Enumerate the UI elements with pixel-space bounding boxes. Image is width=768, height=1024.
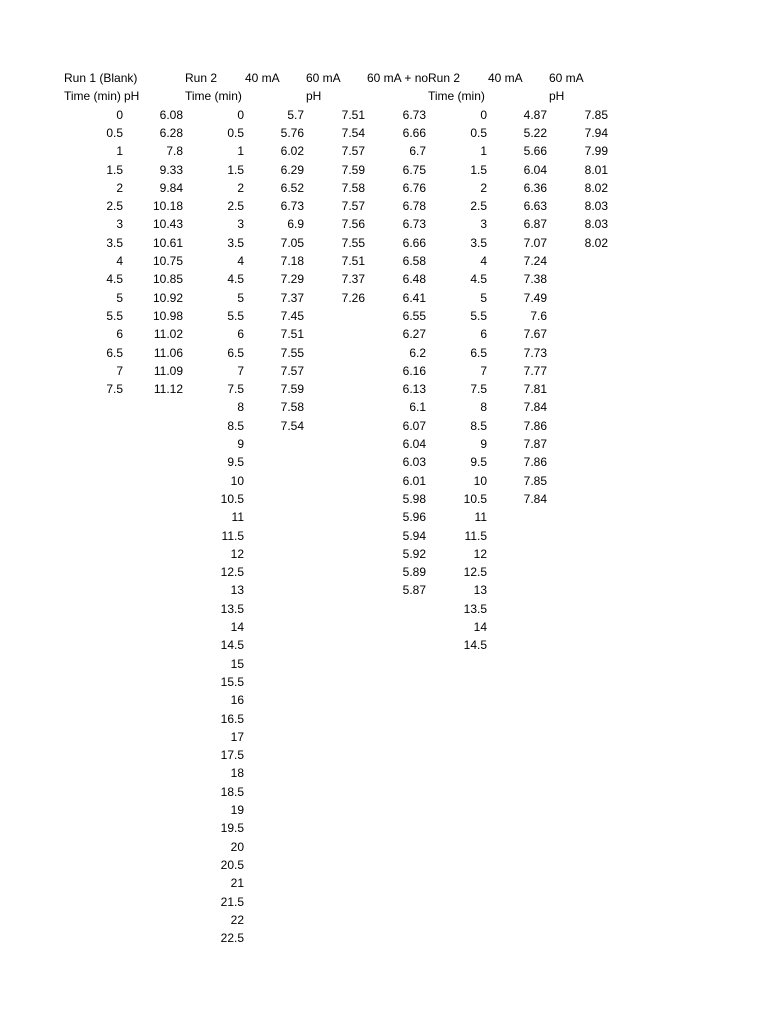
data-cell: 7.5 — [470, 382, 487, 397]
data-cell: 5.89 — [402, 565, 426, 580]
data-cell: 7 — [116, 363, 123, 378]
data-cell: 9.5 — [470, 455, 487, 470]
data-cell: 3 — [116, 217, 123, 232]
data-cell: 10.85 — [152, 272, 183, 287]
data-cell: 6.78 — [402, 199, 426, 214]
data-cell: 10 — [473, 473, 487, 488]
data-cell: 6.58 — [402, 254, 426, 268]
data-cell: 7.81 — [523, 382, 547, 397]
data-cell: 4 — [237, 254, 244, 268]
data-cell: 6.28 — [159, 125, 183, 140]
data-cell: 7.58 — [341, 180, 365, 195]
data-cell: 3.5 — [106, 235, 123, 250]
header-cell: 40 mA — [245, 71, 280, 85]
data-cell: 5.5 — [470, 308, 487, 323]
data-cell: 10.18 — [152, 199, 183, 214]
data-cell: 9 — [480, 437, 487, 451]
data-cell: 16.5 — [220, 711, 244, 726]
data-cell: 6.75 — [402, 162, 426, 177]
data-cell: 7.84 — [523, 400, 547, 415]
data-cell: 6.48 — [402, 272, 426, 287]
data-cell: 6.2 — [409, 345, 426, 360]
data-cell: 8.03 — [584, 199, 608, 214]
data-cell: 7.8 — [166, 144, 183, 159]
data-cell: 8.03 — [584, 217, 608, 232]
data-cell: 6.87 — [523, 217, 547, 232]
data-cell: 10.61 — [152, 235, 183, 250]
data-cell: 15 — [230, 656, 244, 671]
data-cell: 6.7 — [409, 144, 426, 159]
data-cell: 5.76 — [280, 125, 304, 140]
data-cell: 20.5 — [220, 857, 244, 872]
data-cell: 7.86 — [523, 418, 547, 433]
data-cell: 7.5 — [227, 382, 244, 397]
data-cell: 1 — [116, 144, 123, 159]
data-cell: 18 — [230, 766, 244, 781]
data-cell: 6.03 — [402, 455, 426, 470]
data-cell: 4.5 — [470, 272, 487, 287]
data-cell: 7.07 — [523, 235, 547, 250]
data-cell: 6.5 — [227, 345, 244, 360]
data-cell: 7 — [237, 363, 244, 378]
data-cell: 5.7 — [287, 107, 304, 122]
data-cell: 7.85 — [523, 473, 547, 488]
data-cell: 6.36 — [523, 180, 547, 195]
data-cell: 6.9 — [287, 217, 304, 232]
data-cell: 0 — [480, 107, 487, 122]
data-cell: 7.37 — [341, 272, 365, 287]
data-cell: 2.5 — [106, 199, 123, 214]
header-cell: 60 mA — [549, 71, 584, 85]
data-cell: 6.04 — [523, 162, 547, 177]
data-cell: 6.52 — [280, 180, 304, 195]
data-cell: 6.66 — [402, 125, 426, 140]
data-cell: 6.41 — [402, 290, 426, 305]
data-cell: 18.5 — [220, 784, 244, 799]
data-cell: 7.94 — [584, 125, 608, 140]
data-cell: 7.29 — [280, 272, 304, 287]
data-cell: 8.02 — [584, 235, 608, 250]
data-cell: 5 — [116, 290, 123, 305]
data-cell: 22 — [230, 912, 244, 927]
data-cell: 5.66 — [523, 144, 547, 159]
data-cell: 22.5 — [220, 931, 244, 946]
data-cell: 7.77 — [523, 363, 547, 378]
data-cell: 12 — [230, 546, 244, 561]
data-cell: 7.99 — [584, 144, 608, 159]
data-cell: 13.5 — [220, 601, 244, 616]
data-cell: 0 — [237, 107, 244, 122]
data-cell: 11 — [474, 510, 487, 525]
data-cell: 11.5 — [464, 528, 487, 543]
data-cell: 0.5 — [106, 125, 123, 140]
data-cell: 1.5 — [470, 162, 487, 177]
data-cell: 14 — [473, 620, 487, 634]
data-cell: 12 — [473, 546, 487, 561]
data-cell: 17.5 — [220, 748, 244, 763]
data-cell: 6.73 — [402, 217, 426, 232]
data-cell: 21.5 — [220, 894, 244, 909]
data-cell: 2 — [116, 180, 123, 195]
data-cell: 21 — [230, 876, 244, 891]
data-cell: 5.98 — [402, 491, 426, 506]
data-cell: 9.84 — [159, 180, 183, 195]
data-cell: 0.5 — [470, 125, 487, 140]
data-cell: 6.5 — [106, 345, 123, 360]
data-cell: 3.5 — [227, 235, 244, 250]
data-cell: 7.84 — [523, 491, 547, 506]
data-cell: 10.5 — [463, 491, 487, 506]
data-cell: 12.5 — [463, 565, 487, 580]
data-cell: 6.1 — [409, 400, 426, 415]
data-cell: 14.5 — [463, 638, 487, 653]
data-cell: 5.87 — [402, 583, 426, 598]
data-cell: 7.86 — [523, 455, 547, 470]
data-cell: 6.16 — [402, 363, 426, 378]
data-cell: 6.29 — [280, 162, 304, 177]
data-cell: 8 — [480, 400, 487, 415]
data-cell: 7.51 — [280, 327, 304, 342]
data-cell: 8.01 — [584, 162, 608, 177]
data-cell: 8.02 — [584, 180, 608, 195]
data-cell: 7.59 — [280, 382, 304, 397]
data-cell: 7 — [480, 363, 487, 378]
data-cell: 8.5 — [227, 418, 244, 433]
data-cell: 7.26 — [341, 290, 365, 305]
header-cell: pH — [124, 89, 140, 104]
data-cell: 7.55 — [341, 235, 365, 250]
data-cell: 5.96 — [402, 510, 426, 525]
data-cell: 20 — [230, 839, 244, 854]
data-cell: 2.5 — [470, 199, 487, 214]
data-cell: 7.59 — [341, 162, 365, 177]
header-cell: Run 2 — [185, 71, 218, 85]
data-cell: 7.57 — [341, 144, 365, 159]
data-cell: 11.5 — [221, 528, 244, 543]
header-cell: 60 mA — [306, 71, 341, 85]
data-cell: 7.58 — [280, 400, 304, 415]
data-cell: 7.5 — [106, 382, 123, 397]
data-cell: 6.55 — [402, 308, 426, 323]
header-cell: Run 1 (Blank) — [64, 71, 138, 85]
data-cell: 13 — [473, 583, 487, 598]
header-cell: pH — [306, 89, 322, 104]
data-cell: 3.5 — [470, 235, 487, 250]
data-cell: 7.24 — [523, 254, 547, 268]
data-cell: 4.5 — [227, 272, 244, 287]
data-cell: 1.5 — [106, 162, 123, 177]
data-cell: 6.13 — [402, 382, 426, 397]
data-cell: 5.5 — [227, 308, 244, 323]
header-cell: Time (min) — [428, 89, 485, 104]
data-cell: 9.5 — [227, 455, 244, 470]
data-cell: 7.49 — [523, 290, 547, 305]
data-cell: 6.02 — [280, 144, 304, 159]
data-cell: 0.5 — [227, 125, 244, 140]
data-cell: 6 — [480, 327, 487, 342]
header-cell: pH — [549, 89, 565, 104]
data-cell: 5.94 — [402, 528, 426, 543]
data-cell: 10.5 — [220, 491, 244, 506]
header-cell: Time (min) — [64, 89, 121, 104]
data-cell: 2 — [237, 180, 244, 195]
data-cell: 1 — [480, 144, 487, 159]
data-cell: 12.5 — [220, 565, 244, 580]
data-cell: 6 — [116, 327, 123, 342]
data-cell: 13 — [230, 583, 244, 598]
data-cell: 7.57 — [341, 199, 365, 214]
data-cell: 4.5 — [106, 272, 123, 287]
data-cell: 6.73 — [280, 199, 304, 214]
data-cell: 19 — [230, 803, 244, 817]
data-cell: 2 — [480, 180, 487, 195]
data-cell: 8 — [237, 400, 244, 415]
data-cell: 10.98 — [152, 308, 183, 323]
data-cell: 1 — [237, 144, 244, 159]
data-cell: 7.57 — [280, 363, 304, 378]
data-cell: 11.09 — [153, 363, 183, 378]
data-cell: 2.5 — [227, 199, 244, 214]
data-cell: 11.06 — [153, 345, 183, 360]
data-cell: 9 — [237, 437, 244, 451]
data-cell: 6.66 — [402, 235, 426, 250]
data-cell: 10.43 — [152, 217, 183, 232]
data-cell: 5.92 — [402, 546, 426, 561]
data-cell: 6.5 — [470, 345, 487, 360]
data-cell: 5.22 — [523, 125, 547, 140]
data-cell: 9.33 — [159, 162, 183, 177]
data-cell: 10.92 — [152, 290, 183, 305]
data-cell: 5 — [237, 290, 244, 305]
data-cell: 4 — [480, 254, 487, 268]
data-cell: 7.54 — [341, 125, 365, 140]
data-cell: 7.55 — [280, 345, 304, 360]
data-cell: 4 — [116, 254, 123, 268]
data-cell: 13.5 — [463, 601, 487, 616]
data-cell: 6.73 — [402, 107, 426, 122]
data-cell: 7.38 — [523, 272, 547, 287]
data-cell: 7.87 — [523, 437, 547, 451]
data-cell: 4.87 — [523, 107, 547, 122]
data-cell: 5.5 — [106, 308, 123, 323]
data-cell: 16 — [230, 693, 244, 708]
data-cell: 6 — [237, 327, 244, 342]
data-cell: 8.5 — [470, 418, 487, 433]
data-cell: 3 — [480, 217, 487, 232]
data-cell: 17 — [230, 729, 244, 744]
data-cell: 7.73 — [523, 345, 547, 360]
data-cell: 6.63 — [523, 199, 547, 214]
data-cell: 7.05 — [280, 235, 304, 250]
data-cell: 14 — [230, 620, 244, 634]
header-cell: Run 2 — [428, 71, 461, 85]
data-cell: 3 — [237, 217, 244, 232]
data-cell: 7.37 — [280, 290, 304, 305]
data-cell: 10.75 — [152, 254, 183, 268]
data-cell: 6.07 — [402, 418, 426, 433]
data-cell: 6.01 — [402, 473, 426, 488]
data-cell: 19.5 — [220, 821, 244, 836]
header-cell: 40 mA — [488, 71, 523, 85]
data-cell: 0 — [116, 107, 123, 122]
data-cell: 7.51 — [341, 107, 365, 122]
header-cell: Time (min) — [185, 89, 242, 104]
data-cell: 11.12 — [153, 382, 183, 397]
data-cell: 6.08 — [159, 107, 183, 122]
data-cell: 1.5 — [227, 162, 244, 177]
data-cell: 7.54 — [280, 418, 304, 433]
data-cell: 11 — [231, 510, 244, 525]
data-cell: 6.76 — [402, 180, 426, 195]
data-cell: 7.85 — [584, 107, 608, 122]
header-cell: 60 mA + no — [367, 71, 429, 85]
data-cell: 15.5 — [220, 674, 244, 689]
data-cell: 10 — [230, 473, 244, 488]
data-cell: 7.67 — [523, 327, 547, 342]
data-cell: 7.45 — [280, 308, 304, 323]
data-cell: 7.56 — [341, 217, 365, 232]
data-cell: 11.02 — [153, 327, 183, 342]
data-cell: 7.51 — [341, 254, 365, 268]
data-cell: 14.5 — [220, 638, 244, 653]
data-cell: 6.04 — [402, 437, 426, 451]
data-cell: 5 — [480, 290, 487, 305]
data-cell: 6.27 — [402, 327, 426, 342]
data-cell: 7.6 — [530, 308, 547, 323]
data-cell: 7.18 — [280, 254, 304, 268]
